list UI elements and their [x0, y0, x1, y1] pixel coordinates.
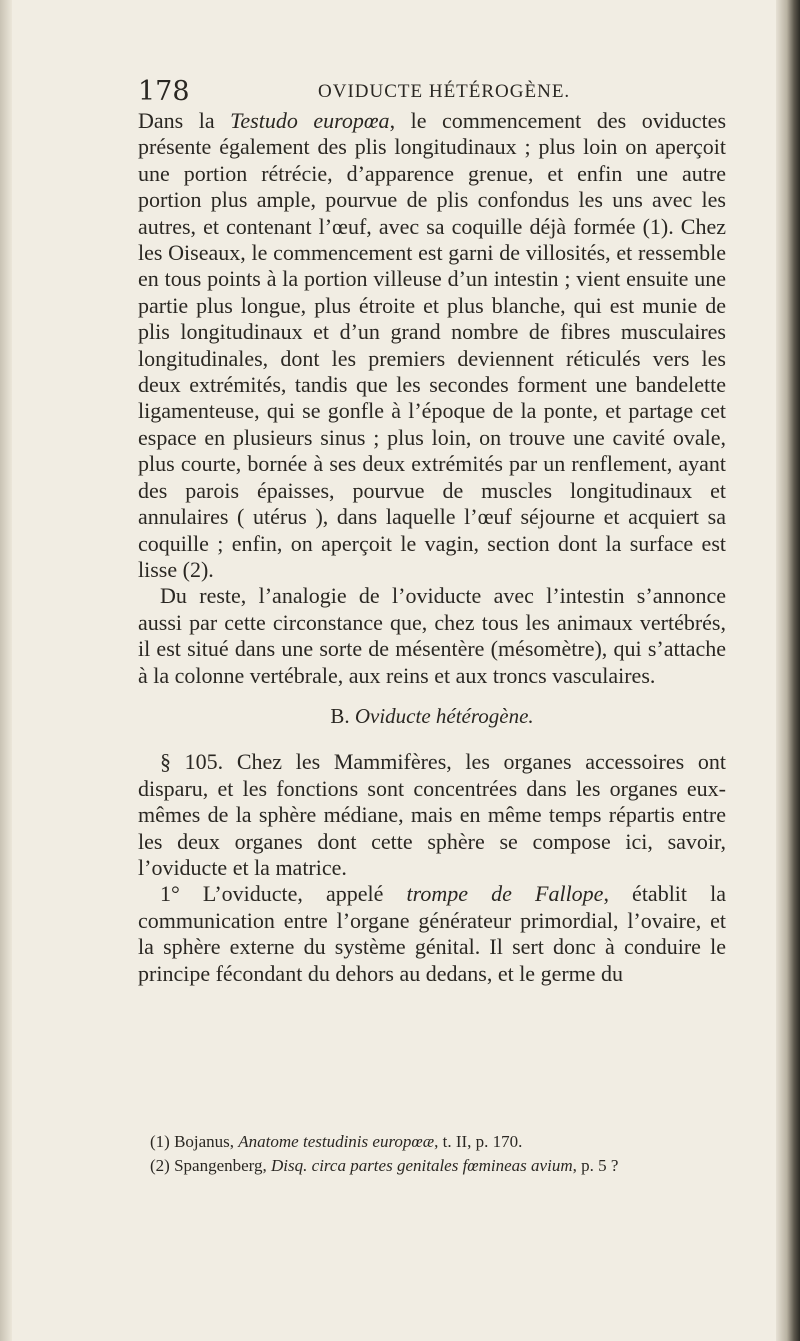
- body-text: [138, 108, 726, 987]
- paragraph-1: [138, 108, 726, 583]
- section-title: Oviducte hétérogène.: [354, 703, 534, 728]
- footnote-1-title: Anatome testudinis europœæ: [238, 1132, 435, 1151]
- paragraph-2: Du reste, l’analogie de l’oviducte avec l’intestin s’annonce aussi par cette circonstance que, chez tous les animaux vertébrés, il est situé dans une sorte de mésentère (mésomètre), qui s’attache à la colonne vertébrale, aux reins et aux troncs vasculaires.: [138, 583, 726, 688]
- page-header: [138, 78, 698, 108]
- footnote-2-ref: , p. 5 ?: [572, 1156, 619, 1175]
- paragraph-1-start: Dans la: [138, 108, 231, 133]
- paragraph-4-rest: , établit la communication entre l’organe générateur primordial, l’ovaire, et la sphère externe du système génital. Il sert donc à conduire le principe fécondant du dehors au dedans, et le germe du: [138, 881, 727, 986]
- section-heading: [138, 703, 726, 729]
- page-edge-shadow: [776, 0, 800, 1341]
- footnote-1: [150, 1130, 750, 1154]
- paragraph-3: § 105. Chez les Mammifères, les organes accessoires ont disparu, et les fonctions sont concentrées dans les organes eux-mêmes de la sphère médiane, mais en même temps répartis entre les deux organes dont cette sphère se compose ici, savoir, l’oviducte et la matrice.: [138, 749, 726, 880]
- page-gutter-shadow: [0, 0, 12, 1341]
- anatomical-term: trompe de Fallope: [406, 881, 604, 907]
- footnote-2: [150, 1154, 750, 1178]
- footnote-1-author: (1) Bojanus,: [150, 1132, 239, 1151]
- footnote-1-ref: , t. II, p. 170.: [434, 1132, 523, 1151]
- section-letter: B.: [330, 703, 350, 728]
- footnote-2-author: (2) Spangenberg,: [150, 1156, 272, 1175]
- paragraph-4-start: 1° L’oviducte, appelé: [160, 881, 407, 907]
- paragraph-4: [138, 881, 726, 987]
- footnotes: [150, 1130, 750, 1178]
- page-number: 178: [138, 76, 190, 107]
- paragraph-1-rest: , le commencement des oviductes présente également des plis longitudinaux ; plus loin on aperçoit une portion rétrécie, d’apparence grenue, et enfin une autre portion plus ample, pourvue de plis confondus les uns avec les autres, et contenant l’œuf, avec sa coquille déjà formée (1). Chez les Oiseaux, le commencement est garni de villosités, et ressemble en tous points à la portion villeuse d’un intestin ; vient ensuite une partie plus longue, plus étroite et plus blanche, qui est munie de plis longitudinaux et d’un grand nombre de fibres musculaires longitudinales, dont les premiers deviennent réticulés vers les deux extrémités, tandis que les secondes forment une bandelette ligamenteuse, qui se gonfle à l’époque de la ponte, et partage cet espace en plusieurs sinus ; plus loin, on trouve une cavité ovale, plus courte, bornée à ses deux extrémités par un renflement, ayant des parois épaisses, pourvue de muscles longitudinaux et annulaires ( utérus ), dans laquelle l’œuf séjourne et acquiert sa coquille ; enfin, on aperçoit le vagin, section dont la surface est lisse (2).: [138, 108, 727, 582]
- running-head: OVIDUCTE HÉTÉROGÈNE.: [318, 81, 571, 102]
- footnote-2-title: Disq. circa partes genitales fœmineas avium: [271, 1156, 573, 1175]
- taxon-name: Testudo europœa: [230, 108, 390, 133]
